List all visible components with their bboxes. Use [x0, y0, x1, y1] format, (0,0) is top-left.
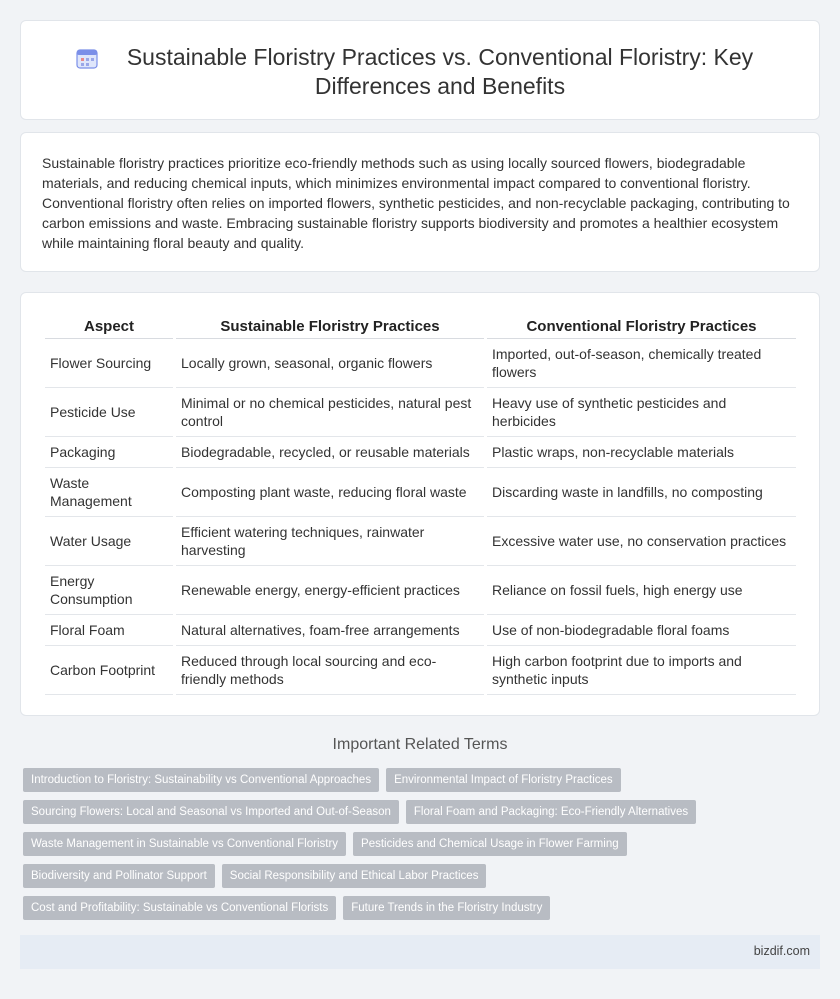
related-terms-heading: Important Related Terms [332, 736, 508, 753]
related-term-link[interactable]: Cost and Profitability: Sustainable vs Conventional Florists [23, 896, 336, 920]
related-term-link[interactable]: Waste Management in Sustainable vs Conventional Floristry [23, 832, 346, 856]
table-row [45, 566, 796, 615]
cell-conventional: Plastic wraps, non-recyclable materials [487, 437, 796, 468]
footer-site: bizdif.com [753, 944, 810, 958]
related-terms-row [23, 896, 823, 920]
header-sustainable: Sustainable Floristry Practices [176, 315, 484, 339]
cell-conventional: High carbon footprint due to imports and synthetic inputs [487, 646, 796, 695]
cell-aspect: Pesticide Use [45, 388, 173, 437]
related-term-link[interactable]: Floral Foam and Packaging: Eco-Friendly Alternatives [406, 800, 696, 824]
cell-conventional: Heavy use of synthetic pesticides and herbicides [487, 388, 796, 437]
cell-sustainable: Locally grown, seasonal, organic flowers [176, 339, 484, 388]
cell-conventional: Imported, out-of-season, chemically treated flowers [487, 339, 796, 388]
related-term-link[interactable]: Future Trends in the Floristry Industry [343, 896, 550, 920]
table-row [45, 646, 796, 695]
header-conventional: Conventional Floristry Practices [487, 315, 796, 339]
related-term-link[interactable]: Pesticides and Chemical Usage in Flower Farming [353, 832, 627, 856]
cell-aspect: Waste Management [45, 468, 173, 517]
cell-conventional: Use of non-biodegradable floral foams [487, 615, 796, 646]
cell-sustainable: Minimal or no chemical pesticides, natural pest control [176, 388, 484, 437]
cell-aspect: Floral Foam [45, 615, 173, 646]
related-terms-row [23, 832, 823, 856]
cell-conventional: Excessive water use, no conservation practices [487, 517, 796, 566]
related-term-link[interactable]: Social Responsibility and Ethical Labor Practices [222, 864, 487, 888]
intro-paragraph: Sustainable floristry practices prioritize eco-friendly methods such as using locally sourced flowers, biodegradable materials, and reducing chemical inputs, which minimizes environmental impact compared to conventional floristry. Conventional floristry often relies on imported flowers, synthetic pesticides, and non-recyclable packaging, contributing to carbon emissions and waste. Embracing sustainable floristry supports biodiversity and promotes a healthier ecosystem while maintaining floral beauty and quality. [42, 155, 790, 251]
title-card [20, 20, 820, 120]
cell-aspect: Packaging [45, 437, 173, 468]
cell-sustainable: Biodegradable, recycled, or reusable materials [176, 437, 484, 468]
related-term-link[interactable]: Environmental Impact of Floristry Practices [386, 768, 621, 792]
calendar-icon [76, 47, 98, 69]
table-row [45, 517, 796, 566]
table-row [45, 437, 796, 468]
cell-conventional: Reliance on fossil fuels, high energy use [487, 566, 796, 615]
related-terms-row [23, 800, 823, 824]
comparison-card [20, 292, 820, 716]
cell-aspect: Carbon Footprint [45, 646, 173, 695]
intro-card [20, 132, 820, 272]
cell-aspect: Energy Consumption [45, 566, 173, 615]
cell-conventional: Discarding waste in landfills, no composting [487, 468, 796, 517]
cell-sustainable: Natural alternatives, foam-free arrangements [176, 615, 484, 646]
header-aspect: Aspect [45, 315, 173, 339]
cell-sustainable: Reduced through local sourcing and eco-friendly methods [176, 646, 484, 695]
cell-sustainable: Composting plant waste, reducing floral waste [176, 468, 484, 517]
table-row [45, 388, 796, 437]
table-row [45, 468, 796, 517]
table-row [45, 339, 796, 388]
related-term-link[interactable]: Introduction to Floristry: Sustainability vs Conventional Approaches [23, 768, 379, 792]
related-terms-row [23, 768, 823, 792]
cell-sustainable: Renewable energy, energy-efficient practices [176, 566, 484, 615]
comparison-table [42, 315, 799, 695]
related-terms-row [23, 864, 823, 888]
cell-sustainable: Efficient watering techniques, rainwater harvesting [176, 517, 484, 566]
table-header-row [45, 315, 796, 339]
cell-aspect: Flower Sourcing [45, 339, 173, 388]
related-term-link[interactable]: Biodiversity and Pollinator Support [23, 864, 215, 888]
title-wrap [21, 43, 819, 101]
page-title: Sustainable Floristry Practices vs. Conventional Floristry: Key Differences and Benefits [126, 44, 754, 99]
cell-aspect: Water Usage [45, 517, 173, 566]
footer [20, 935, 820, 969]
related-terms-list [23, 768, 823, 928]
related-term-link[interactable]: Sourcing Flowers: Local and Seasonal vs Imported and Out-of-Season [23, 800, 399, 824]
table-body [45, 339, 796, 695]
table-row [45, 615, 796, 646]
